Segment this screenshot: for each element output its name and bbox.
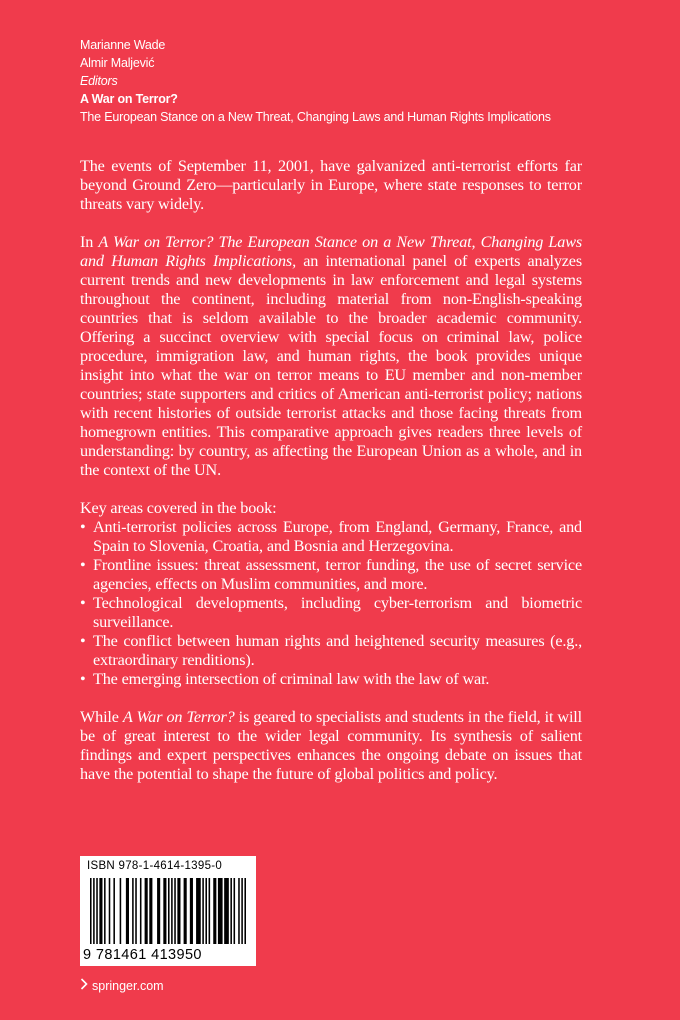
bullet-icon: • [80, 670, 86, 688]
barcode-bar [99, 878, 102, 944]
barcode-bar [126, 878, 129, 944]
paragraph-intro: The events of September 11, 2001, have galvanized anti-terrorist efforts far beyond Ground Zero—particularly in Europe, where state responses to terror threats vary widely. [80, 157, 582, 213]
barcode-bar [209, 878, 211, 944]
barcode-bar [205, 878, 207, 944]
barcode-bar [218, 878, 223, 944]
barcode-bar [163, 878, 166, 944]
barcode-bar [140, 878, 142, 944]
list-item [80, 518, 582, 556]
bullet-icon: • [80, 556, 86, 574]
barcode-bar [149, 878, 152, 944]
barcode-bar [174, 878, 176, 944]
barcode-bar [177, 878, 180, 944]
publisher-url[interactable]: springer.com [92, 978, 164, 993]
bullet-icon: • [80, 594, 86, 612]
text-run: is geared to specialists and students in the field, it will be of great interest to the wider legal community. Its synthesis of salient findings and expert perspectives enhances the ongoing debate on issues that have the potential to shape the future of global politics and policy. [80, 708, 582, 783]
barcode-bar [157, 878, 160, 944]
barcode-bar [93, 878, 95, 944]
barcode-bar [196, 878, 201, 944]
list-item [80, 670, 582, 689]
text-run: In [80, 233, 99, 251]
list-item [80, 632, 582, 670]
book-title: A War on Terror? [80, 92, 178, 106]
barcode-bar [224, 878, 229, 944]
key-areas-list [80, 518, 582, 689]
barcode-bar [90, 878, 92, 944]
editor-name: Marianne Wade [80, 38, 166, 52]
barcode-bar [168, 878, 170, 944]
list-item-text: Anti-terrorist policies across Europe, from England, Germany, France, and Spain to Slovenia, Croatia, and Bosnia and Herzegovina. [93, 518, 582, 555]
barcode-bar [113, 878, 115, 944]
barcode-bar [213, 878, 216, 944]
barcode-bar [171, 878, 173, 944]
barcode-bar [96, 878, 98, 944]
barcode-box [80, 856, 256, 966]
barcode-bar [109, 878, 111, 944]
isbn-label: ISBN 978-1-4614-1395-0 [87, 860, 223, 872]
bullet-icon: • [80, 518, 86, 536]
editors-role: Editors [80, 74, 118, 88]
list-item-text: Technological developments, including cyber-terrorism and biometric surveillance. [93, 594, 582, 631]
barcode-digits: 9 781461 413950 [83, 947, 202, 963]
list-intro: Key areas covered in the book: [80, 499, 277, 517]
chevron-right-icon [80, 978, 88, 993]
barcode-bar [145, 878, 148, 944]
barcode-bar [244, 878, 246, 944]
editors-block [80, 36, 551, 126]
barcode-bar [104, 878, 106, 944]
list-item [80, 556, 582, 594]
barcode-bar [238, 878, 240, 944]
bullet-icon: • [80, 632, 86, 650]
list-item-text: Frontline issues: threat assessment, terror funding, the use of secret service agencies, effects on Muslim communities, and more. [93, 556, 582, 593]
text-run: While [80, 708, 123, 726]
barcode-bar [132, 878, 134, 944]
publisher-footer [80, 978, 164, 993]
list-item [80, 594, 582, 632]
editor-name: Almir Maljević [80, 56, 155, 70]
book-title-italic: A War on Terror? The European Stance on a New Threat, Changing Laws and Human Rights Implications, [80, 233, 582, 270]
barcode-bar [230, 878, 232, 944]
barcode-bar [120, 878, 122, 944]
barcode-bar [190, 878, 193, 944]
barcode-bar [241, 878, 243, 944]
barcode-bar [184, 878, 187, 944]
list-item-text: The emerging intersection of criminal law with the law of war. [93, 670, 490, 688]
barcode-icon [90, 878, 246, 954]
description [80, 157, 582, 803]
paragraph-overview [80, 233, 582, 480]
list-item-text: The conflict between human rights and heightened security measures (e.g., extraordinary renditions). [93, 632, 582, 669]
text-run: an international panel of experts analyzes current trends and new developments in law enforcement and legal systems throughout the continent, including material from non-English-speaking countries that is seldom available to the broader academic community. Offering a succinct overview with special focus on criminal law, police procedure, immigration law, and human rights, the book provides unique insight into what the war on terror means to EU member and non-member countries; state supporters and critics of American anti-terrorist policy; nations with recent histories of outside terrorist attacks and those facing threats from homegrown entities. This comparative approach gives readers three levels of understanding: by country, as affecting the European Union as a whole, and in the context of the UN. [80, 252, 582, 479]
barcode-bar [202, 878, 204, 944]
paragraph-closing [80, 708, 582, 784]
barcode-bar [135, 878, 137, 944]
barcode-bar [234, 878, 236, 944]
book-subtitle: The European Stance on a New Threat, Changing Laws and Human Rights Implications [80, 110, 551, 124]
book-title-italic: A War on Terror? [122, 708, 235, 726]
